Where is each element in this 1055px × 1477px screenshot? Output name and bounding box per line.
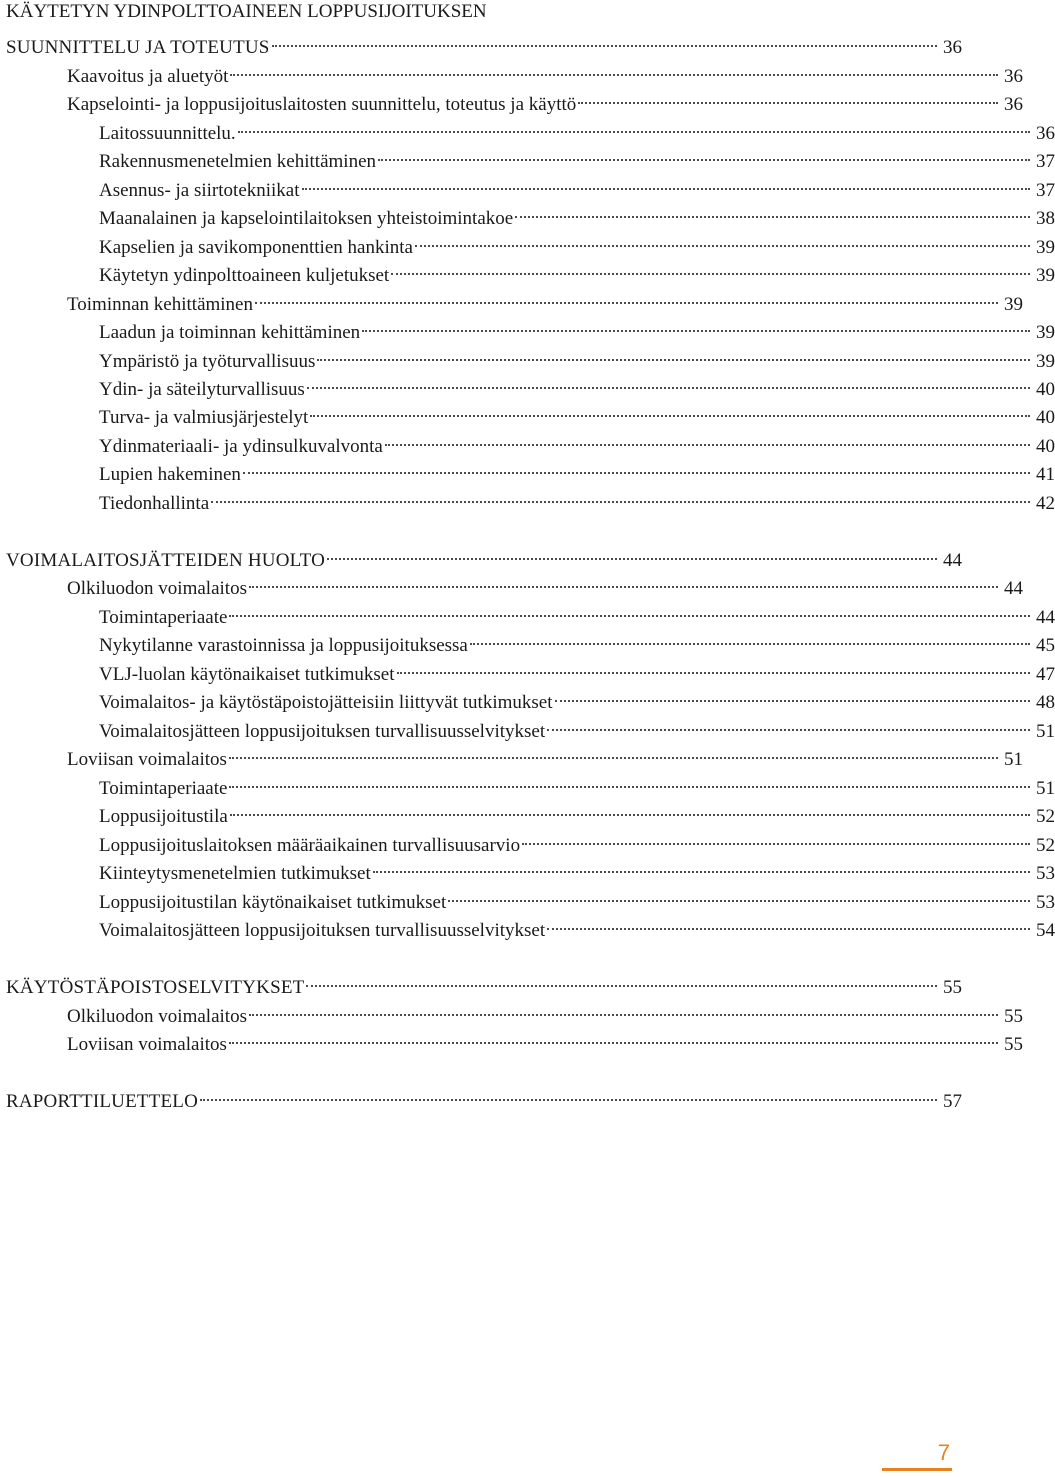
toc-entry-page: 53 bbox=[1036, 863, 1055, 884]
dot-leader bbox=[243, 454, 1030, 480]
toc-entry[interactable] bbox=[0, 996, 1023, 1027]
toc-entry-page: 44 bbox=[1036, 607, 1055, 628]
dot-leader bbox=[470, 625, 1030, 651]
toc-entry-page: 36 bbox=[1004, 66, 1023, 87]
toc-entry-label: Loppusijoitustila bbox=[99, 806, 228, 827]
toc-entry[interactable] bbox=[0, 141, 1055, 172]
toc-entry-label: VOIMALAITOSJÄTTEIDEN HUOLTO bbox=[6, 550, 326, 571]
toc-entry-label: Kiinteytysmenetelmien tutkimukset bbox=[99, 863, 371, 884]
toc-entry[interactable] bbox=[0, 853, 1055, 884]
toc-entry-page: 40 bbox=[1036, 436, 1055, 457]
dot-leader bbox=[238, 113, 1030, 139]
toc-entry-label: Kapselointi- ja loppusijoituslaitosten suunnittelu, toteutus ja käyttö bbox=[67, 94, 577, 115]
dot-leader bbox=[391, 255, 1030, 281]
toc-entry-page: 53 bbox=[1036, 892, 1055, 913]
toc-entry-label: Voimalaitosjätteen loppusijoituksen turvallisuusselvitykset bbox=[99, 920, 546, 941]
dot-leader bbox=[229, 739, 998, 765]
toc-entry-page: 55 bbox=[1004, 1034, 1023, 1055]
dot-leader bbox=[306, 967, 937, 993]
dot-leader bbox=[229, 768, 1030, 794]
toc-entry[interactable] bbox=[0, 27, 962, 58]
toc-entry[interactable] bbox=[0, 739, 1023, 770]
toc-entry-label: Loviisan voimalaitos bbox=[67, 1034, 227, 1055]
dot-leader bbox=[229, 597, 1030, 623]
toc-entry-label: Voimalaitosjätteen loppusijoituksen turvallisuusselvitykset bbox=[99, 721, 546, 742]
toc-entry[interactable] bbox=[0, 597, 1055, 628]
dot-leader bbox=[317, 341, 1030, 367]
toc-entry-page: 55 bbox=[943, 977, 962, 998]
dot-leader bbox=[211, 483, 1030, 509]
toc-entry[interactable] bbox=[0, 312, 1055, 343]
toc-entry-label: Laitossuunnittelu. bbox=[99, 123, 236, 144]
dot-leader bbox=[547, 711, 1030, 737]
toc-entry-page: 38 bbox=[1036, 208, 1055, 229]
toc-entry-page: 39 bbox=[1004, 294, 1023, 315]
toc-entry-label: Lupien hakeminen bbox=[99, 464, 241, 485]
toc-entry[interactable] bbox=[0, 170, 1055, 201]
dot-leader bbox=[200, 1081, 937, 1107]
dot-leader bbox=[373, 853, 1030, 879]
toc-entry[interactable] bbox=[0, 369, 1055, 400]
toc-entry-page: 41 bbox=[1036, 464, 1055, 485]
dot-leader bbox=[522, 825, 1030, 851]
toc-entry-page: 55 bbox=[1004, 1006, 1023, 1027]
dot-leader bbox=[327, 540, 937, 566]
toc-entry[interactable] bbox=[0, 568, 1023, 599]
toc-entry[interactable] bbox=[0, 113, 1055, 144]
toc-entry[interactable] bbox=[0, 284, 1023, 315]
toc-entry-label: Turva- ja valmiusjärjestelyt bbox=[99, 407, 309, 428]
toc-entry-label: Tiedonhallinta bbox=[99, 493, 210, 514]
dot-leader bbox=[230, 796, 1030, 822]
toc-entry-label: Rakennusmenetelmien kehittäminen bbox=[99, 151, 377, 172]
dot-leader bbox=[230, 56, 998, 82]
toc-entry-page: 52 bbox=[1036, 806, 1055, 827]
toc-entry-page: 40 bbox=[1036, 407, 1055, 428]
dot-leader bbox=[249, 568, 998, 594]
toc-entry[interactable] bbox=[0, 84, 1023, 115]
toc-entry-page: 51 bbox=[1036, 721, 1055, 742]
dot-leader bbox=[555, 682, 1031, 708]
toc-entry-page: 47 bbox=[1036, 664, 1055, 685]
toc-entry-label: Laadun ja toiminnan kehittäminen bbox=[99, 322, 361, 343]
toc-entry-label: Toimintaperiaate bbox=[99, 778, 228, 799]
toc-entry[interactable] bbox=[0, 825, 1055, 856]
dot-leader bbox=[397, 654, 1030, 680]
dot-leader bbox=[272, 27, 937, 53]
toc-entry-page: 36 bbox=[1004, 94, 1023, 115]
toc-entry-page: 42 bbox=[1036, 493, 1055, 514]
dot-leader bbox=[515, 198, 1030, 224]
toc-entry[interactable] bbox=[0, 768, 1055, 799]
toc-entry[interactable] bbox=[0, 397, 1055, 428]
dot-leader bbox=[547, 910, 1030, 936]
toc-entry-label: Ydinmateriaali- ja ydinsulkuvalvonta bbox=[99, 436, 383, 457]
toc-entry-label: Käytetyn ydinpolttoaineen kuljetukset bbox=[99, 265, 390, 286]
toc-entry-page: 39 bbox=[1036, 351, 1055, 372]
toc-entry-page: 39 bbox=[1036, 265, 1055, 286]
toc-entry-page: 45 bbox=[1036, 635, 1055, 656]
toc-entry-page: 37 bbox=[1036, 180, 1055, 201]
toc-entry-label: Kaavoitus ja aluetyöt bbox=[67, 66, 229, 87]
dot-leader bbox=[578, 84, 998, 110]
toc-entry[interactable] bbox=[0, 540, 962, 571]
toc-entry-page: 44 bbox=[1004, 578, 1023, 599]
dot-leader bbox=[448, 882, 1030, 908]
dot-leader bbox=[362, 312, 1030, 338]
toc-entry-page: 39 bbox=[1036, 322, 1055, 343]
toc-entry-page: 51 bbox=[1004, 749, 1023, 770]
toc-entry-label: Loviisan voimalaitos bbox=[67, 749, 227, 770]
toc-entry-label: Toimintaperiaate bbox=[99, 607, 228, 628]
toc-entry-label: Ympäristö ja työturvallisuus bbox=[99, 351, 316, 372]
dot-leader bbox=[310, 397, 1030, 423]
toc-entry[interactable] bbox=[0, 198, 1055, 229]
page-footer bbox=[882, 1441, 952, 1471]
toc-entry[interactable] bbox=[0, 227, 1055, 258]
toc-entry[interactable] bbox=[0, 682, 1055, 713]
toc-entry-label: Nykytilanne varastoinnissa ja loppusijoituksessa bbox=[99, 635, 468, 656]
toc-entry[interactable] bbox=[0, 796, 1055, 827]
toc-entry-label: RAPORTTILUETTELO bbox=[6, 1091, 199, 1112]
toc-entry-page: 44 bbox=[943, 550, 962, 571]
toc-entry-label: Maanalainen ja kapselointilaitoksen yhteistoimintakoe bbox=[99, 208, 514, 229]
toc-entry-page: 36 bbox=[1036, 123, 1055, 144]
toc-entry[interactable] bbox=[0, 56, 1023, 87]
toc-entry-label: Ydin- ja säteilyturvallisuus bbox=[99, 379, 305, 400]
toc-entry-page: 36 bbox=[943, 37, 962, 58]
page-number-underline bbox=[882, 1468, 952, 1471]
dot-leader bbox=[229, 1024, 998, 1050]
toc-entry-label: Olkiluodon voimalaitos bbox=[67, 578, 247, 599]
toc-entry-page: 51 bbox=[1036, 778, 1055, 799]
toc-entry-page: 37 bbox=[1036, 151, 1055, 172]
toc-entry[interactable] bbox=[0, 882, 1055, 913]
dot-leader bbox=[307, 369, 1030, 395]
toc-entry[interactable] bbox=[0, 967, 962, 998]
toc-entry-label: Asennus- ja siirtotekniikat bbox=[99, 180, 300, 201]
toc-heading-line: KÄYTETYN YDINPOLTTOAINEEN LOPPUSIJOITUKSEN bbox=[6, 1, 487, 22]
dot-leader bbox=[415, 227, 1030, 253]
toc-entry[interactable] bbox=[0, 341, 1055, 372]
toc-entry-page: 40 bbox=[1036, 379, 1055, 400]
toc-entry[interactable] bbox=[0, 910, 1055, 941]
toc-entry-page: 54 bbox=[1036, 920, 1055, 941]
toc-entry-page: 52 bbox=[1036, 835, 1055, 856]
toc-entry-page: 48 bbox=[1036, 692, 1055, 713]
toc-entry[interactable] bbox=[0, 711, 1055, 742]
toc-entry-page: 57 bbox=[943, 1091, 962, 1112]
toc-entry-label: Loppusijoituslaitoksen määräaikainen turvallisuusarvio bbox=[99, 835, 521, 856]
toc-entry-page: 39 bbox=[1036, 237, 1055, 258]
toc-entry[interactable] bbox=[0, 454, 1055, 485]
toc-entry[interactable] bbox=[0, 483, 1055, 514]
toc-entry-label: KÄYTÖSTÄPOISTOSELVITYKSET bbox=[6, 977, 305, 998]
toc-entry[interactable] bbox=[0, 654, 1055, 685]
toc-entry-label: Loppusijoitustilan käytönaikaiset tutkimukset bbox=[99, 892, 447, 913]
toc-entry[interactable] bbox=[0, 1024, 1023, 1055]
page-number: 7 bbox=[937, 1440, 950, 1465]
toc-entry-label: SUUNNITTELU JA TOTEUTUS bbox=[6, 37, 270, 58]
dot-leader bbox=[255, 284, 998, 310]
toc-entry-label: Kapselien ja savikomponenttien hankinta bbox=[99, 237, 413, 258]
toc-entry-label: VLJ-luolan käytönaikaiset tutkimukset bbox=[99, 664, 395, 685]
toc-entry-label: Olkiluodon voimalaitos bbox=[67, 1006, 247, 1027]
toc-entry-label: Toiminnan kehittäminen bbox=[67, 294, 253, 315]
toc-entry[interactable] bbox=[0, 1081, 962, 1112]
dot-leader bbox=[249, 996, 998, 1022]
dot-leader bbox=[302, 170, 1030, 196]
toc-entry-label: Voimalaitos- ja käytöstäpoistojätteisiin liittyvät tutkimukset bbox=[99, 692, 553, 713]
dot-leader bbox=[385, 426, 1030, 452]
dot-leader bbox=[378, 141, 1030, 167]
toc-entry[interactable] bbox=[0, 625, 1055, 656]
toc-entry[interactable] bbox=[0, 255, 1055, 286]
toc-entry[interactable] bbox=[0, 426, 1055, 457]
